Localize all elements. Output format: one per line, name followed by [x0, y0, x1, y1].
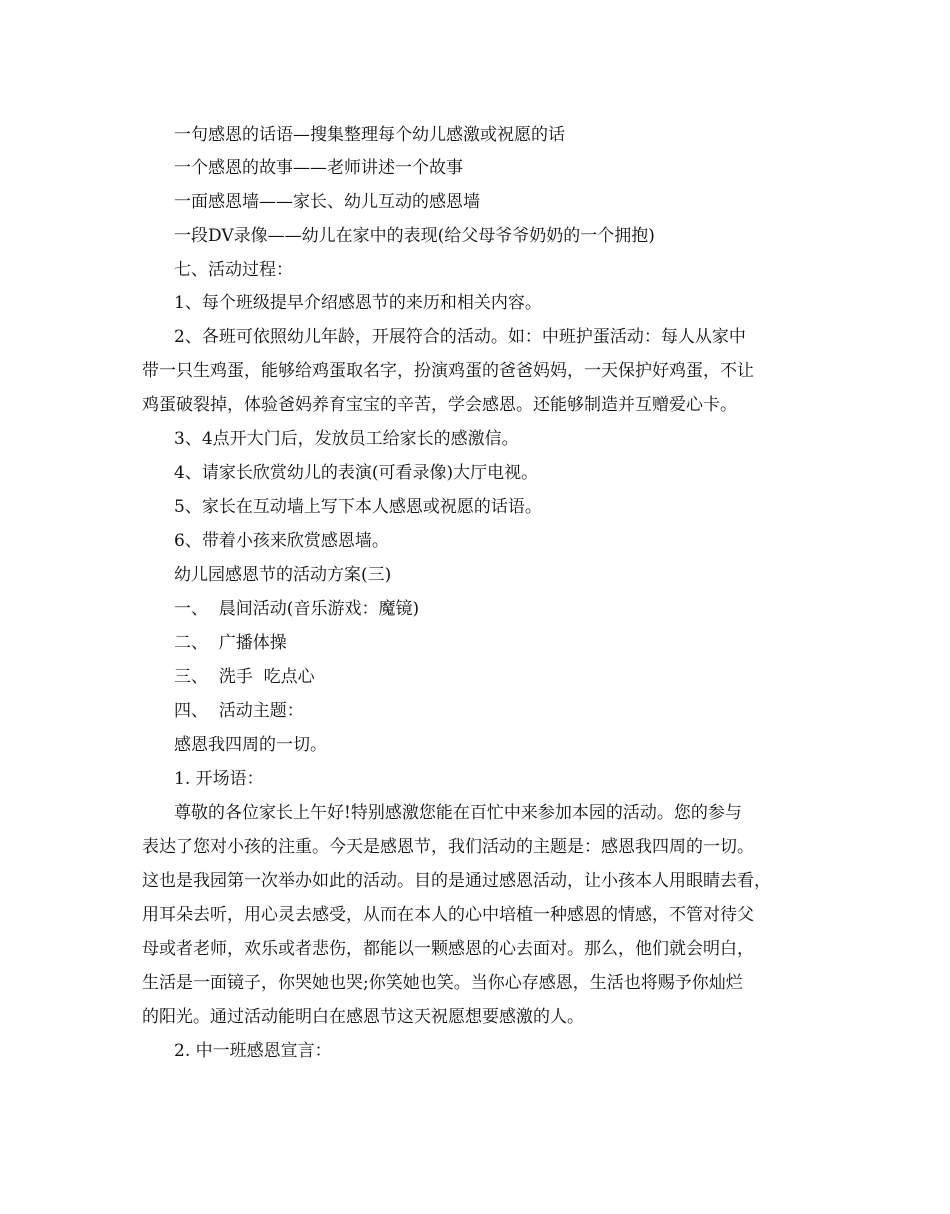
- text-line: 一段DV录像——幼儿在家中的表现(给父母爷爷奶奶的一个拥抱): [174, 226, 655, 246]
- text-line: 表达了您对小孩的注重。今天是感恩节，我们活动的主题是：感恩我四周的一切。: [142, 837, 754, 857]
- text-line: 2. 中一班感恩宣言：: [174, 1041, 332, 1061]
- text-line: 1、每个班级提早介绍感恩节的来历和相关内容。: [174, 293, 542, 313]
- text-line: 一面感恩墙——家长、幼儿互动的感恩墙: [174, 192, 480, 212]
- text-line: 感恩我四周的一切。: [174, 735, 327, 755]
- text-line: 四、 活动主题：: [174, 701, 304, 721]
- section-heading: 幼儿园感恩节的活动方案(三): [174, 565, 392, 585]
- text-line: 生活是一面镜子，你哭她也哭;你笑她也笑。当你心存感恩，生活也将赐予你灿烂: [142, 973, 743, 993]
- text-line: 4、请家长欣赏幼儿的表演(可看录像)大厅电视。: [174, 463, 539, 483]
- text-line: 5、家长在互动墙上写下本人感恩或祝愿的话语。: [174, 497, 542, 517]
- text-line: 三、 洗手 吃点心: [174, 667, 315, 687]
- text-line: 母或者老师，欢乐或者悲伤，都能以一颗感恩的心去面对。那么，他们就会明白，: [142, 939, 754, 959]
- text-line: 二、 广播体操: [174, 633, 287, 653]
- text-line: 这也是我园第一次举办如此的活动。目的是通过感恩活动，让小孩本人用眼睛去看，: [142, 871, 771, 891]
- text-line: 一个感恩的故事——老师讲述一个故事: [174, 158, 463, 178]
- section-heading: 七、活动过程：: [174, 260, 293, 280]
- text-line: 一、 晨间活动(音乐游戏：魔镜): [174, 599, 420, 619]
- text-line: 3、4点开大门后，发放员工给家长的感激信。: [174, 429, 519, 449]
- text-line: 尊敬的各位家长上午好!特别感激您能在百忙中来参加本园的活动。您的参与: [174, 803, 742, 823]
- text-line: 6、带着小孩来欣赏感恩墙。: [174, 531, 389, 551]
- text-line: 鸡蛋破裂掉，体验爸妈养育宝宝的辛苦，学会感恩。还能够制造并互赠爱心卡。: [142, 395, 737, 415]
- text-line: 2、各班可依照幼儿年龄，开展符合的活动。如：中班护蛋活动：每人从家中: [174, 327, 746, 347]
- text-line: 1. 开场语：: [174, 769, 264, 789]
- text-line: 一句感恩的话语—搜集整理每个幼儿感激或祝愿的话: [174, 125, 565, 145]
- text-line: 的阳光。通过活动能明白在感恩节这天祝愿想要感激的人。: [142, 1007, 584, 1027]
- text-line: 用耳朵去听，用心灵去感受，从而在本人的心中培植一种感恩的情感，不管对待父: [142, 905, 754, 925]
- text-line: 带一只生鸡蛋，能够给鸡蛋取名字，扮演鸡蛋的爸爸妈妈，一天保护好鸡蛋，不让: [142, 361, 754, 381]
